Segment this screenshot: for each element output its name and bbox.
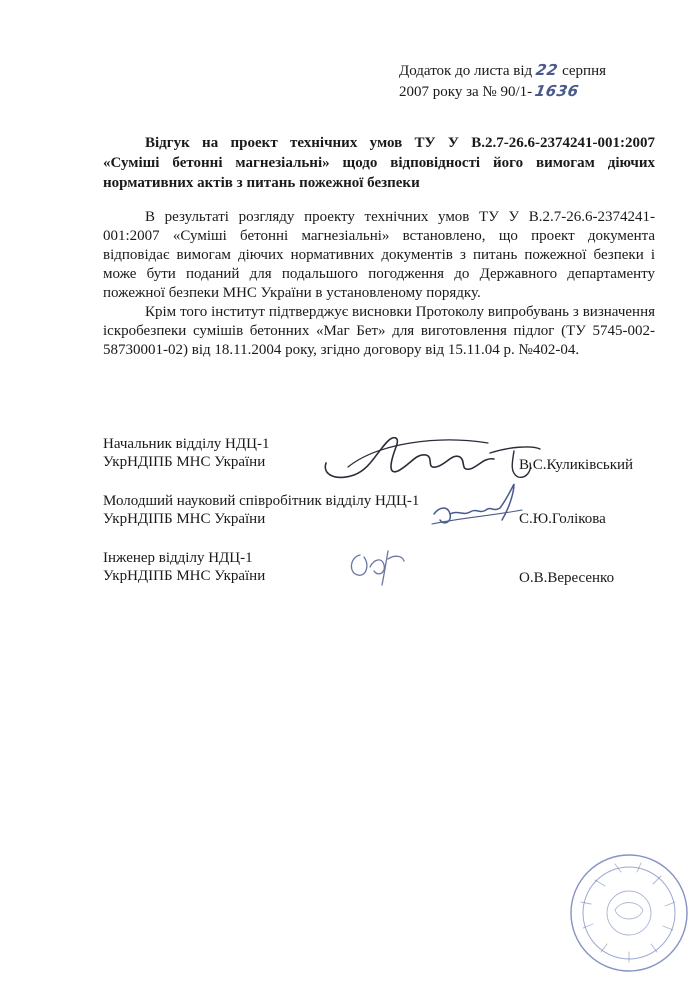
attachment-reference (399, 60, 606, 102)
signatory-1-position (103, 435, 269, 471)
attachment-month: серпня (562, 63, 607, 79)
signatory-3-position-line2: УкрНДІПБ МНС України (103, 568, 266, 584)
signatory-3-name: О.В.Вересенко (519, 570, 615, 586)
document-body (103, 208, 655, 360)
attachment-line-2 (399, 81, 606, 102)
attachment-prefix: Додаток до листа від (399, 63, 533, 79)
signatory-2-name: С.Ю.Голікова (519, 511, 606, 527)
official-seal-icon (565, 850, 693, 976)
signature-3-icon (344, 545, 410, 589)
signatory-2-position-line2: УкрНДІПБ МНС України (103, 511, 266, 527)
paragraph-2: Крім того інститут підтверджує висновки Протоколу випробувань з визначення іскробезпеки сумішів бетонних «Маг Бет» для виготовлення підлог (ТУ 5745-002-58730001-02) від 18.11.2004 року, згідно договору від 15.11.04 р. №402-04. (103, 304, 655, 358)
signatory-1-name: В.С.Куликівський (519, 457, 634, 473)
signatory-1-position-line1: Начальник відділу НДЦ-1 (103, 436, 270, 452)
attachment-line-1 (399, 60, 606, 81)
signatory-1-position-line2: УкрНДІПБ МНС України (103, 454, 266, 470)
handwritten-number: 1636 (533, 82, 581, 100)
signature-2-icon (430, 480, 530, 532)
handwritten-day: 22 (534, 61, 560, 79)
signatory-3-position-line1: Інженер відділу НДЦ-1 (103, 550, 253, 566)
attachment-number-prefix: 2007 року за № 90/1- (399, 84, 533, 100)
signatory-2-position-line1: Молодший науковий співробітник відділу НДЦ-1 (103, 493, 420, 509)
signatory-3-position (103, 549, 265, 585)
paragraph-1: В результаті розгляду проекту технічних умов ТУ У В.2.7-26.6-2374241-001:2007 «Суміші бетонні магнезіальні» встановлено, що проект документа відповідає вимогам діючих нормативних документів з питань пожежної безпеки і може бути поданий для подальшого погодження до Державного департаменту пожежної безпеки МНС України в установленому порядку. (103, 209, 655, 301)
signatory-2-position (103, 492, 419, 528)
document-title: Відгук на проект технічних умов ТУ У В.2.7-26.6-2374241-001:2007 «Суміші бетонні магнезіальні» щодо відповідності його вимогам діючих нормативних актів з питань пожежної безпеки (103, 135, 655, 191)
